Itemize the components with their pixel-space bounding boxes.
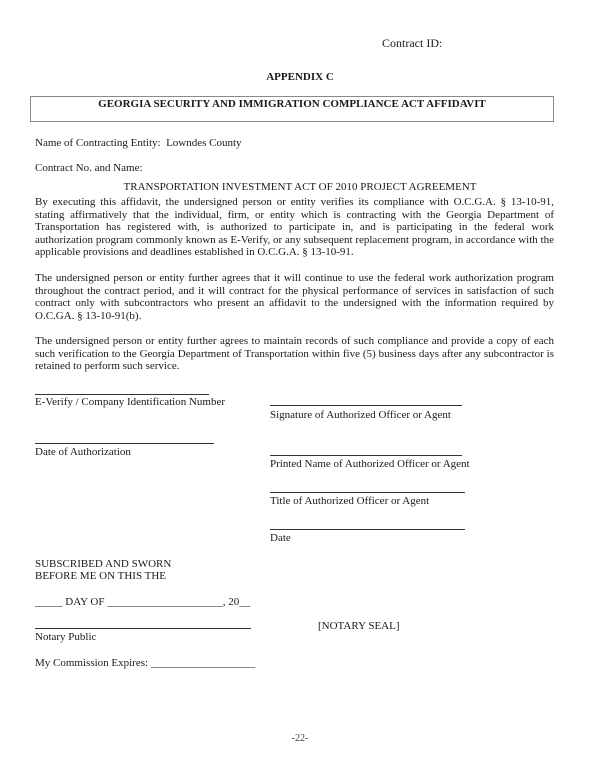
printed-name-line[interactable] — [270, 455, 462, 456]
affidavit-title: GEORGIA SECURITY AND IMMIGRATION COMPLIANCE ACT AFFIDAVIT — [98, 98, 486, 110]
date-of-authorization-label: Date of Authorization — [35, 446, 131, 458]
notary-public-signature-line[interactable] — [35, 628, 251, 629]
contract-no-label: Contract No. and Name: — [35, 162, 143, 174]
signature-label: Signature of Authorized Officer or Agent — [270, 409, 451, 421]
page-number: -22- — [291, 733, 309, 744]
date-of-authorization-line[interactable] — [35, 443, 214, 444]
paragraph-continue-use: The undersigned person or entity further agrees that it will continue to use the federal work authorization program throughout the contract period, and it will contract for the physical performance of services in satisfaction of such contract only with subcontractors who present an affidavit to the undersigned with the information required by O.C.GA. § 13-10-91(b). — [35, 272, 554, 322]
contracting-entity-label: Name of Contracting Entity: — [35, 137, 161, 149]
title-line[interactable] — [270, 492, 465, 493]
title-label: Title of Authorized Officer or Agent — [270, 495, 430, 507]
paragraph-records: The undersigned person or entity further agrees to maintain records of such compliance and provide a copy of each such verification to the Georgia Department of Transportation within five (5) business days after any subcontractor is retained to perform such service. — [35, 335, 554, 373]
everify-id-line[interactable] — [35, 394, 209, 395]
sworn-line-2: BEFORE ME ON THIS THE — [35, 570, 166, 582]
notary-public-label: Notary Public — [35, 631, 97, 643]
affidavit-title-box — [30, 96, 554, 122]
paragraph-compliance: By executing this affidavit, the undersigned person or entity verifies its compliance with O.C.G.A. § 13-10-91, stating affirmatively that the individual, firm, or entity which is contracting with the Georgia Department of Transportation has registered with, is authorized to participate in, and is participating in the federal work authorization program commonly known as E-Verify, or any subsequent replacement program, in accordance with the applicable provisions and deadlines established in O.C.G.A. § 13-10-91. — [35, 196, 554, 259]
contract-name: TRANSPORTATION INVESTMENT ACT OF 2010 PROJECT AGREEMENT — [123, 181, 477, 193]
date-label: Date — [270, 532, 291, 544]
contracting-entity-field — [35, 137, 242, 150]
day-of-line[interactable]: _____ DAY OF _____________________, 20__ — [35, 596, 251, 608]
contract-id-label: Contract ID: — [382, 36, 443, 50]
appendix-heading: APPENDIX C — [266, 71, 334, 83]
everify-id-label: E-Verify / Company Identification Number — [35, 396, 226, 408]
notary-seal-label: [NOTARY SEAL] — [318, 620, 400, 632]
signature-line[interactable] — [270, 405, 462, 406]
date-line[interactable] — [270, 529, 465, 530]
printed-name-label: Printed Name of Authorized Officer or Agent — [270, 458, 470, 470]
sworn-line-1: SUBSCRIBED AND SWORN — [35, 558, 172, 570]
contracting-entity-value: Lowndes County — [166, 137, 242, 149]
commission-expires-field[interactable]: My Commission Expires: ___________________ — [35, 657, 256, 669]
